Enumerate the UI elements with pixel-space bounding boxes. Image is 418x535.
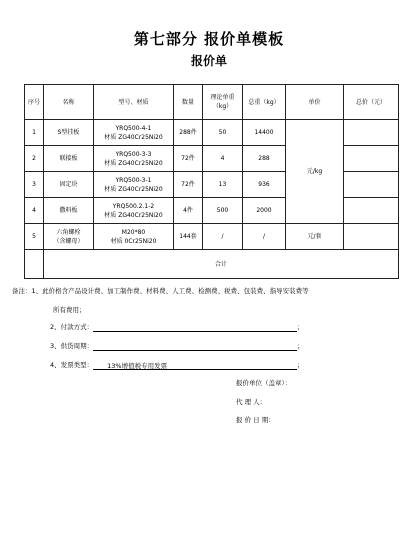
note-1-cont: 所有费用； [53,306,86,314]
cell-qty: 144套 [174,224,203,250]
total-label: 合计 [44,250,399,279]
table-header-row [25,85,399,120]
cell-seq: 2 [25,146,44,172]
note-1: 备注：1、此价格含产品设计费、加工制作费、材料费、人工费、检测费、税费、包装费、指导安装费等 [12,287,309,295]
cell-total-price [344,198,399,224]
payment-underline [93,323,297,332]
header-unit-price: 单价 [286,85,344,120]
header-name: 名称 [44,85,94,120]
note-delivery: 3、供货周期： ； [50,342,304,350]
cell-name: 固定块 [44,172,94,198]
header-total-price: 总价（元） [344,85,399,120]
page-subtitle: 报价单 [190,54,227,68]
cell-name: 六角螺栓 （含螺母） [44,224,94,250]
cell-total-weight: 936 [243,172,286,198]
note-invoice: 4、发票类型： 13%增值税专用发票 ； [50,361,304,370]
quote-table [24,84,399,279]
quote-unit-label: 报价单位（盖章）： [236,379,292,387]
cell-qty: 288件 [174,120,203,146]
cell-name: S型挂板 [44,120,94,146]
cell-total-price [344,224,399,250]
cell-total-weight: 2000 [243,198,286,224]
cell-unit-weight: 50 [203,120,243,146]
table-row [25,224,399,250]
cell-name: 联接板 [44,146,94,172]
page-title: 第七部分 报价单模板 [133,30,285,48]
cell-total-price [344,172,399,198]
cell-seq: 5 [25,224,44,250]
quote-date-label: 报 价 日 期： [236,416,275,424]
cell-model: YRQ500-4-1 材质 ZG40Cr25Ni20 [94,120,174,146]
cell-unit-price-merged: 元/kg [286,120,344,224]
cell-model: YRQ500-3-1 材质 ZG40Cr25Ni20 [94,172,174,198]
cell-total-price [344,146,399,172]
header-model: 型号、材质 [94,85,174,120]
cell-unit-weight: 4 [203,146,243,172]
cell-total-price [344,120,399,146]
cell-unit-weight: 13 [203,172,243,198]
cell-unit-price: 元/套 [286,224,344,250]
header-unit-weight: 理论单重（kg） [203,85,243,120]
cell-model: YRQ500-3-3 材质 ZG40Cr25Ni20 [94,146,174,172]
header-total-weight: 总重（kg） [243,85,286,120]
cell-unit-weight: / [203,224,243,250]
cell-total-weight: 14400 [243,120,286,146]
invoice-value: 13%增值税专用发票 [93,361,297,370]
cell-model: YRQ500.2.1-2 材质 ZG40Cr25Ni20 [94,198,174,224]
header-qty: 数量 [174,85,203,120]
cell-seq: 3 [25,172,44,198]
agent-label: 代 理 人： [236,398,267,406]
cell-name: 撒料板 [44,198,94,224]
cell-qty: 4件 [174,198,203,224]
cell-seq: 1 [25,120,44,146]
cell-qty: 72件 [174,146,203,172]
total-row [25,250,399,279]
note-payment: 2、付款方式： ； [50,323,304,331]
cell-total-weight: 288 [243,146,286,172]
table-row [25,120,399,146]
cell-total-weight: / [243,224,286,250]
header-seq: 序号 [25,85,44,120]
cell-qty: 72件 [174,172,203,198]
cell-unit-weight: 500 [203,198,243,224]
cell-seq [25,250,44,279]
cell-model: M20*80 材质 0Cr25Ni20 [94,224,174,250]
cell-seq: 4 [25,198,44,224]
delivery-underline [93,342,297,351]
